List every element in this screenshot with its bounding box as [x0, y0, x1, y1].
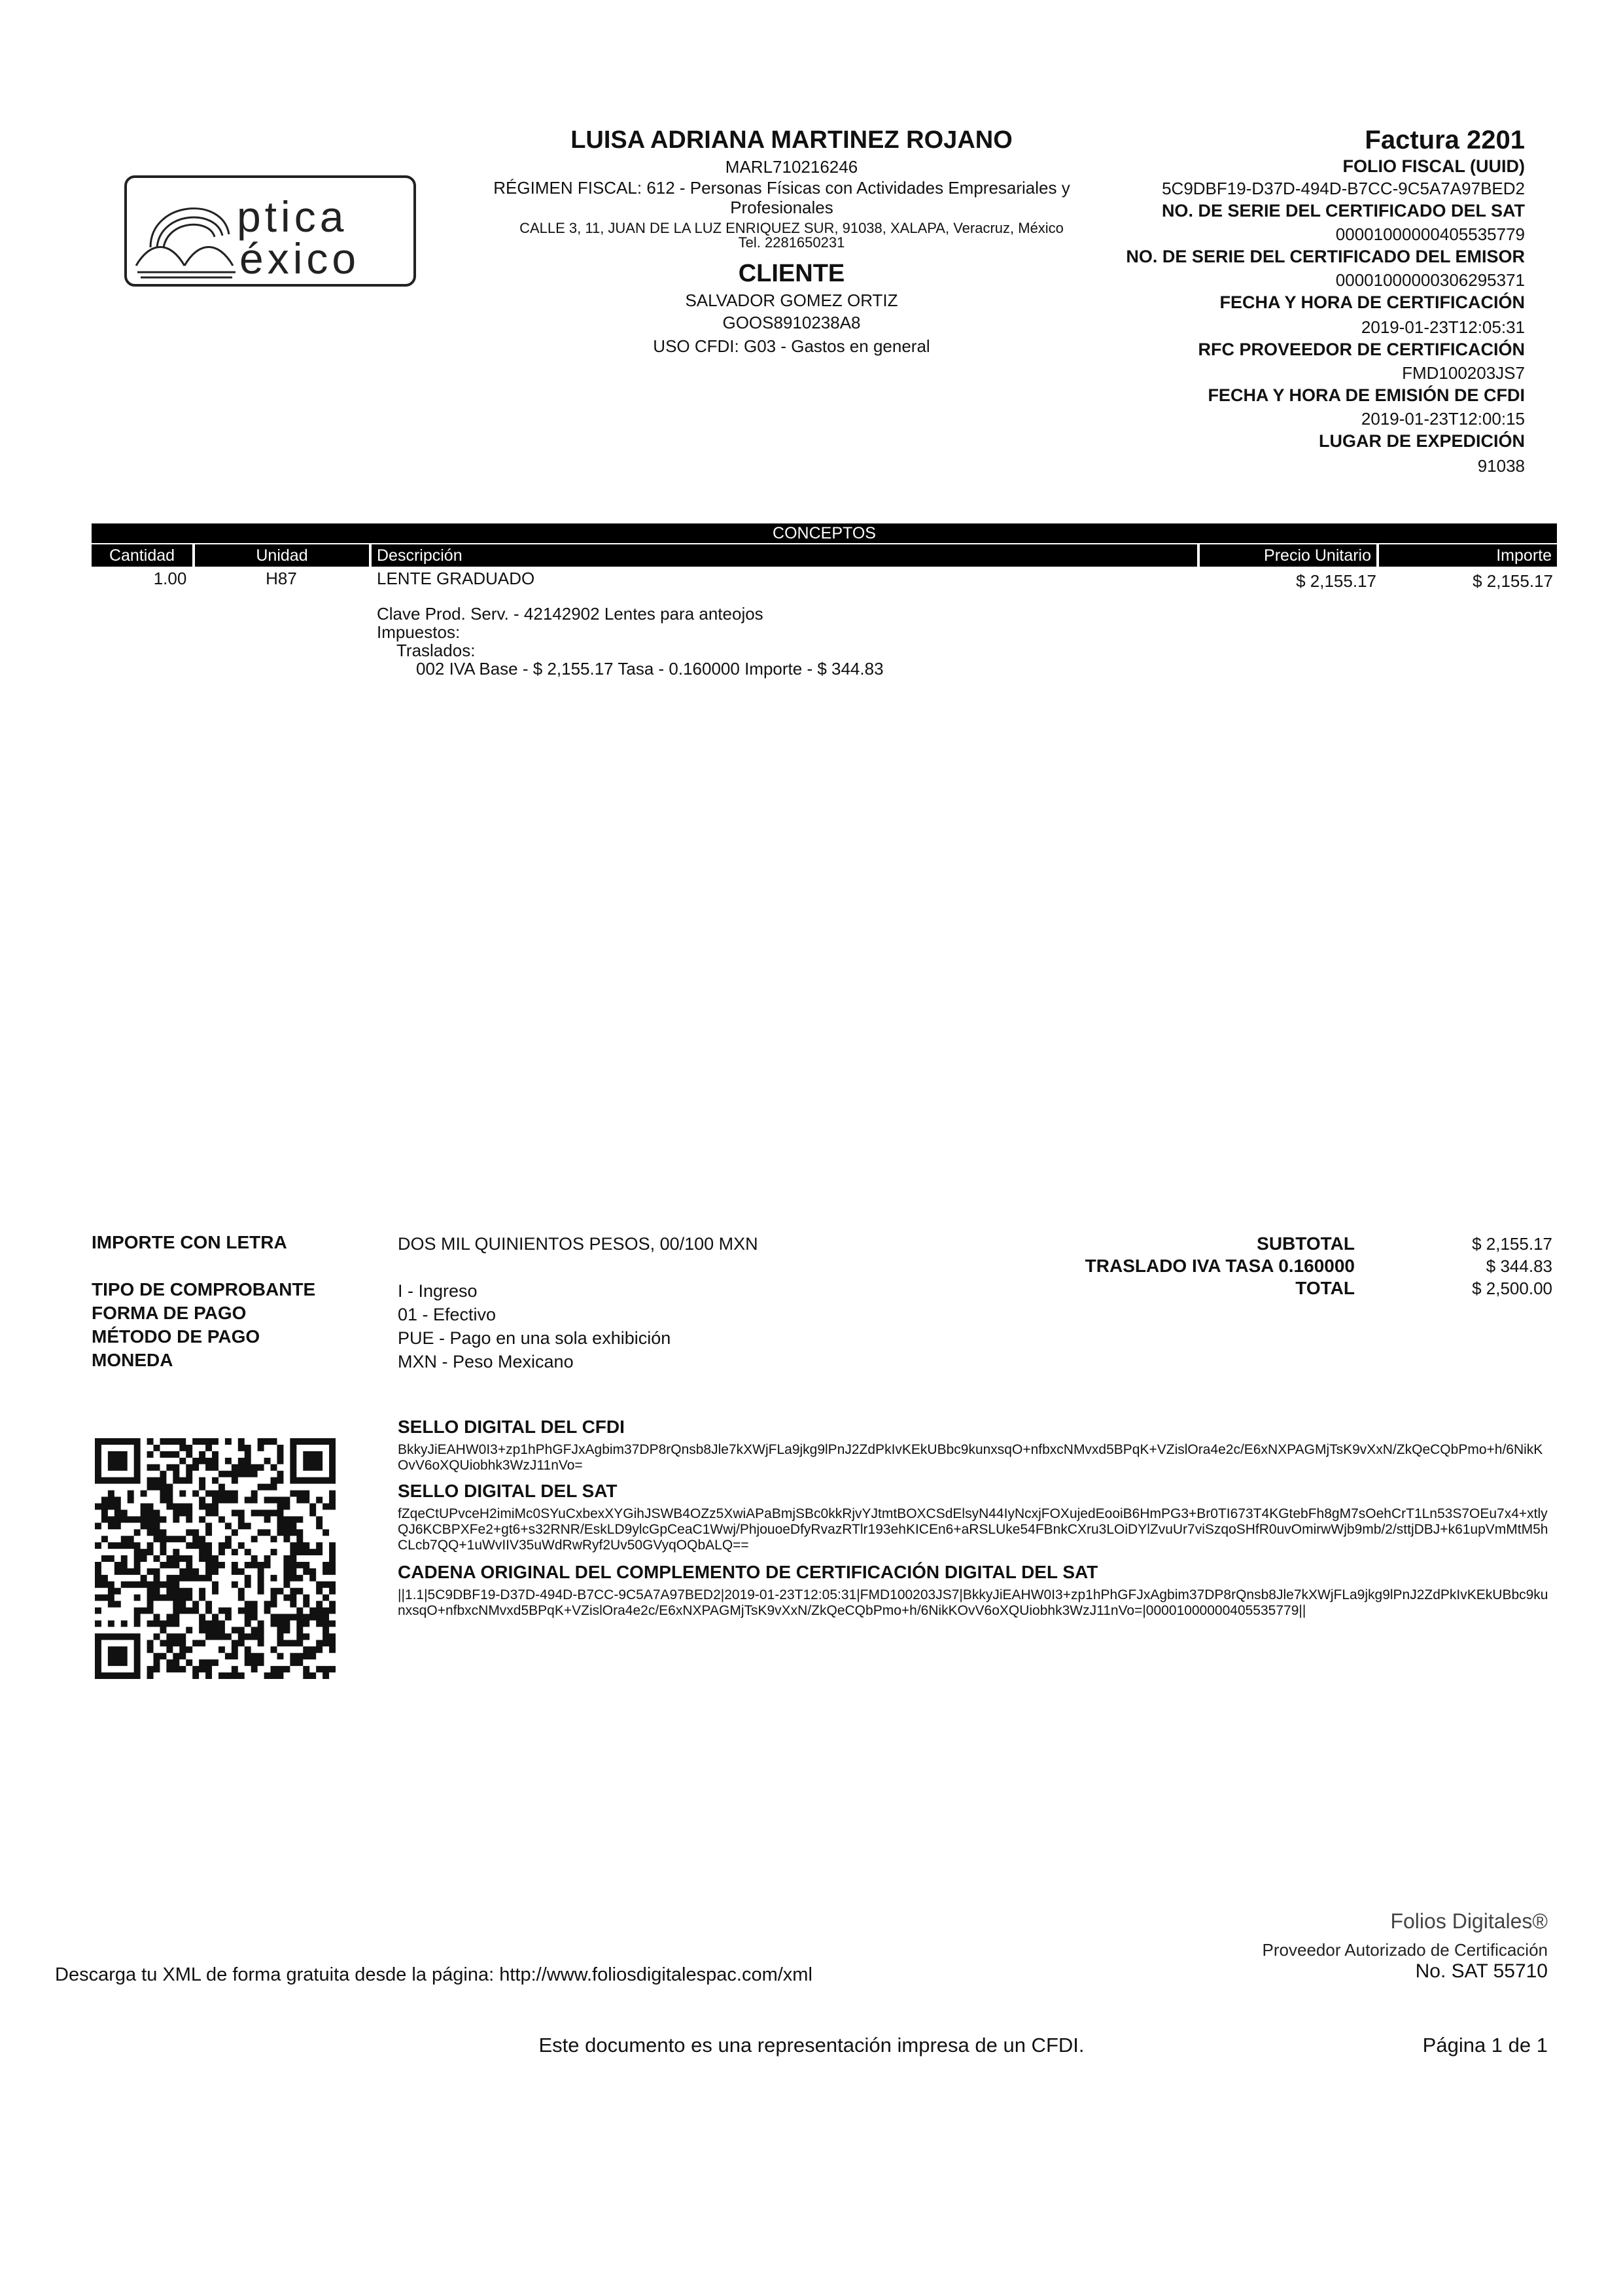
item-transfers-label: Traslados: — [396, 641, 476, 660]
cfdi-seal-label: SELLO DIGITAL DEL CFDI — [398, 1417, 625, 1437]
optica-mexico-logo-icon — [124, 175, 416, 287]
item-amount: $ 2,155.17 — [1473, 571, 1553, 591]
place-label: LUGAR DE EXPEDICIÓN — [1318, 431, 1525, 451]
item-unit-price: $ 2,155.17 — [1296, 571, 1376, 591]
item-taxes-label: Impuestos: — [377, 622, 461, 642]
total-value: $ 2,500.00 — [1472, 1279, 1552, 1298]
col-header-amount: Importe — [1379, 544, 1557, 567]
amount-words-label: IMPORTE CON LETRA — [92, 1232, 287, 1252]
sat-seal-label: SELLO DIGITAL DEL SAT — [398, 1481, 618, 1501]
payment-method-value: PUE - Pago en una sola exhibición — [398, 1328, 671, 1348]
sat-cert-label: NO. DE SERIE DEL CERTIFICADO DEL SAT — [1161, 201, 1525, 221]
qr-code-icon — [95, 1438, 336, 1679]
voucher-type-value: I - Ingreso — [398, 1281, 478, 1301]
item-description: LENTE GRADUADO — [377, 569, 535, 588]
cert-date-label: FECHA Y HORA DE CERTIFICACIÓN — [1219, 292, 1525, 312]
issuer-regime: RÉGIMEN FISCAL: 612 - Personas Físicas con Actividades Empresariales y Profesionales — [493, 178, 1070, 217]
sat-cert-value: 00001000000405535779 — [1335, 224, 1525, 244]
client-title: CLIENTE — [738, 260, 845, 287]
currency-value: MXN - Peso Mexicano — [398, 1352, 574, 1371]
issuer-cert-label: NO. DE SERIE DEL CERTIFICADO DEL EMISOR — [1126, 247, 1525, 266]
item-tax-line: 002 IVA Base - $ 2,155.17 Tasa - 0.160000 Importe - $ 344.83 — [416, 659, 884, 679]
invoice-title: Factura 2201 — [1365, 126, 1525, 154]
payment-method-label: MÉTODO DE PAGO — [92, 1326, 260, 1347]
logo-text-line1: ptica — [237, 192, 348, 241]
emission-date-value: 2019-01-23T12:00:15 — [1361, 409, 1525, 429]
emission-date-label: FECHA Y HORA DE EMISIÓN DE CFDI — [1208, 385, 1525, 405]
voucher-type-label: TIPO DE COMPROBANTE — [92, 1279, 316, 1299]
col-header-unit-price: Precio Unitario — [1200, 544, 1376, 567]
pac-sat-number: No. SAT 55710 — [1415, 1960, 1548, 1982]
rfc-provider-value: FMD100203JS7 — [1402, 363, 1525, 383]
payment-form-label: FORMA DE PAGO — [92, 1303, 247, 1323]
page-number: Página 1 de 1 — [1422, 2034, 1548, 2057]
uuid-label: FOLIO FISCAL (UUID) — [1342, 156, 1525, 176]
iva-value: $ 344.83 — [1486, 1256, 1552, 1276]
issuer-address: CALLE 3, 11, JUAN DE LA LUZ ENRIQUEZ SUR, 91038, XALAPA, Veracruz, México — [519, 220, 1064, 236]
total-label: TOTAL — [1295, 1278, 1355, 1298]
cfdi-seal-value: BkkyJiEAHW0I3+zp1hPhGFJxAgbim37DP8rQnsb8Jle7kXWjFLa9jkg9lPnJ2ZdPkIvKEkUBbc9kunxsqO+nfbxcNMvxd5BPqK+VZislOra4e2c/E6xNXPAGMjTsK9vXxN/ZkQeCQbPmo+h/6NikKOvV6oXQUiobhk3WzJ11nVo= — [398, 1442, 1543, 1473]
col-header-unit: Unidad — [195, 544, 369, 567]
item-clave: Clave Prod. Serv. - 42142902 Lentes para anteojos — [377, 604, 763, 624]
cert-date-value: 2019-01-23T12:05:31 — [1361, 317, 1525, 337]
item-unit: H87 — [266, 569, 297, 588]
col-header-quantity: Cantidad — [92, 544, 192, 567]
amount-words-value: DOS MIL QUINIENTOS PESOS, 00/100 MXN — [398, 1234, 758, 1254]
col-header-description: Descripción — [372, 544, 1197, 567]
logo-text-line2: éxico — [239, 234, 360, 283]
issuer-tel: Tel. 2281650231 — [738, 234, 845, 251]
subtotal-value: $ 2,155.17 — [1472, 1234, 1552, 1254]
client-name: SALVADOR GOMEZ ORTIZ — [685, 291, 898, 310]
currency-label: MONEDA — [92, 1350, 173, 1370]
representation-text: Este documento es una representación impresa de un CFDI. — [538, 2034, 1085, 2057]
uuid-value: 5C9DBF19-D37D-494D-B7CC-9C5A7A97BED2 — [1162, 179, 1525, 198]
chain-value: ||1.1|5C9DBF19-D37D-494D-B7CC-9C5A7A97BED2|2019-01-23T12:05:31|FMD100203JS7|BkkyJiEAHW0I3+zp1hPhGFJxAgbim37DP8rQnsb8Jle7kXWjFLa9jkg9lPnJ2ZdPkIvKEkUBbc9kunxsqO+nfbxcNMvxd5BPqK+VZislOra4e2c/E6xNXPAGMjTsK9vXxN/ZkQeCQbPmo+h/6NikKOvV6oXQUiobhk3WzJ11nVo=|00001000000405535779|| — [398, 1587, 1548, 1618]
download-xml-text: Descarga tu XML de forma gratuita desde la página: http://www.foliosdigitalespac.com/xml — [55, 1964, 812, 1985]
chain-label: CADENA ORIGINAL DEL COMPLEMENTO DE CERTIFICACIÓN DIGITAL DEL SAT — [398, 1562, 1098, 1582]
item-quantity: 1.00 — [153, 569, 187, 588]
client-rfc: GOOS8910238A8 — [722, 313, 861, 332]
iva-label: TRASLADO IVA TASA 0.160000 — [1085, 1256, 1355, 1276]
subtotal-label: SUBTOTAL — [1257, 1233, 1355, 1254]
pac-name: Folios Digitales® — [1390, 1909, 1548, 1933]
place-value: 91038 — [1477, 456, 1525, 476]
issuer-rfc: MARL710216246 — [725, 157, 858, 177]
issuer-cert-value: 00001000000306295371 — [1335, 270, 1525, 290]
client-uso-cfdi: USO CFDI: G03 - Gastos en general — [653, 336, 930, 356]
issuer-name: LUISA ADRIANA MARTINEZ ROJANO — [570, 126, 1013, 154]
concepts-header-bar: CONCEPTOS — [92, 523, 1557, 543]
rfc-provider-label: RFC PROVEEDOR DE CERTIFICACIÓN — [1198, 340, 1525, 359]
payment-form-value: 01 - Efectivo — [398, 1305, 497, 1324]
pac-description: Proveedor Autorizado de Certificación — [1262, 1940, 1548, 1960]
sat-seal-value: fZqeCtUPvceH2imiMc0SYuCxbexXYGihJSWB4OZz5XwiAPaBmjSBc0kkRjvYJtmtBOXCSdElsyN44IyNcxjFOXujedEooiB6HmPG3+Br0TI673T4KGtebFh8gM7sOehCrT1Ln53S7OEu7x4+xtlyQJ6KCBPXFe2+gt6+s32RNR/EskLD9ylcGpCeaC1Wwj/PhjouoeDfyRvazRTlr193ehKICEn6+aRSLUke54FBnkCXru3LOiDYlZvuUr7viSzqoSHfR0uvOmirwWjb9mb/2/sttjDBJ+k61upVmMtM5hCLcb7QQ+1uWvIIV35uWdRwRyf2Uv50GVyqOQbALQ== — [398, 1506, 1548, 1553]
